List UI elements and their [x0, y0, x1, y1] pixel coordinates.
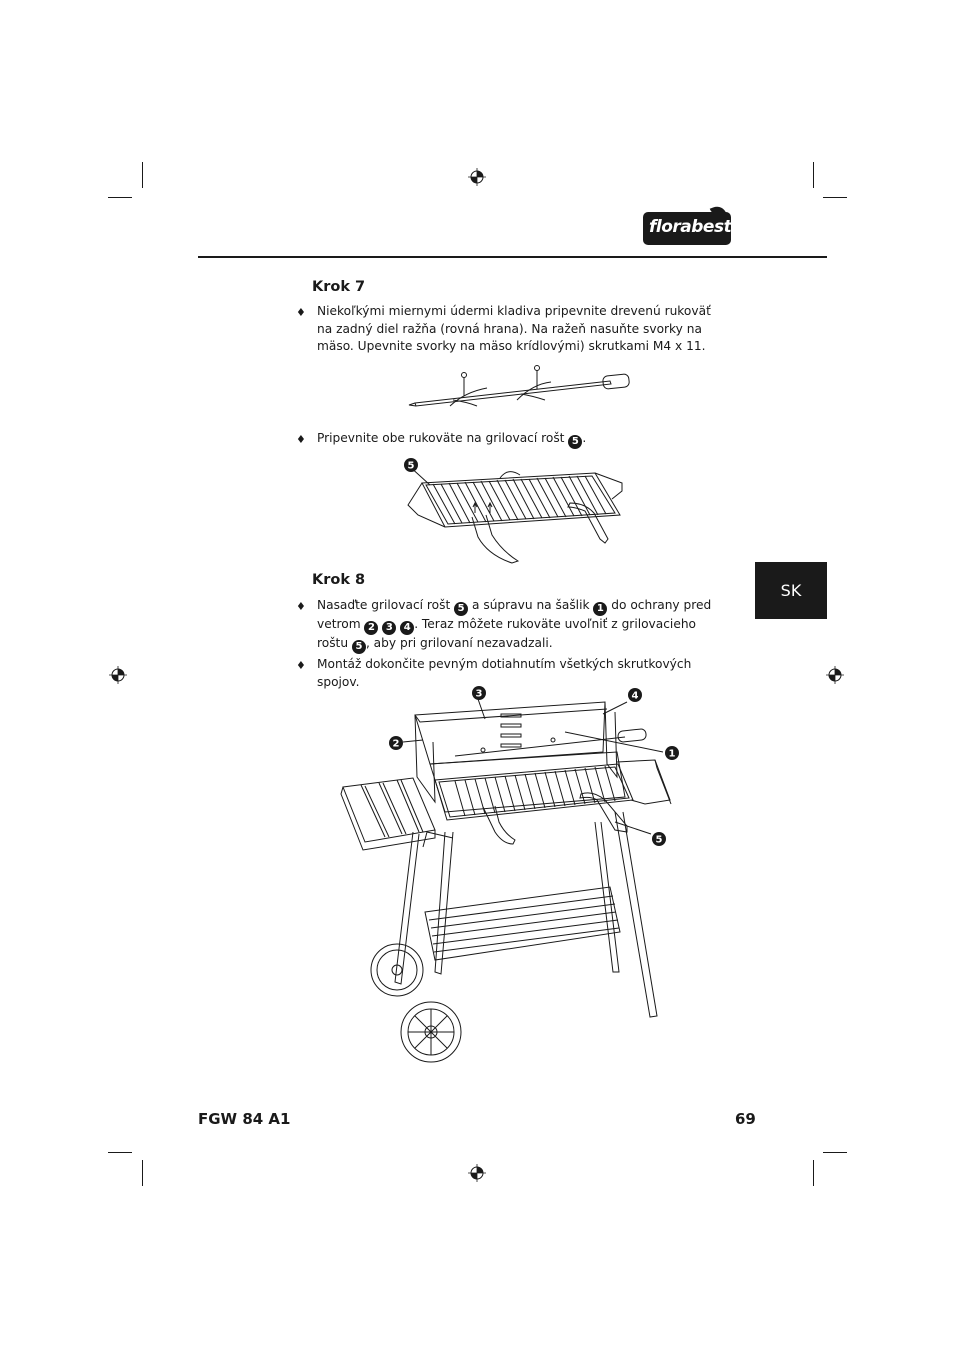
crop-mark-tr-h	[823, 197, 847, 198]
page-number: 69	[735, 1110, 756, 1128]
step8-b1-text: , aby pri grilovaní nezavadzali.	[365, 636, 553, 650]
registration-mark-icon	[109, 666, 127, 684]
callout-2: 2	[392, 738, 400, 750]
step7-heading: Krok 7	[312, 279, 366, 295]
step8-bullet1	[317, 597, 727, 654]
registration-mark-icon	[468, 1164, 486, 1182]
crop-mark-br-h	[823, 1152, 847, 1153]
bullet-icon: ♦	[296, 306, 306, 319]
callout-badge: 4	[400, 621, 414, 635]
registration-mark-icon	[826, 666, 844, 684]
crop-mark-bl-h	[108, 1152, 132, 1153]
callout-badge: 5	[568, 435, 582, 449]
step8-b1-text: a súpravu na šašlik	[472, 598, 590, 612]
step7-bullet2-end: .	[582, 431, 587, 445]
step7-bullet2-text: Pripevnite obe rukoväte na grilovací rošt	[317, 431, 565, 445]
callout-badge: 5	[454, 602, 468, 616]
registration-mark-icon	[468, 168, 486, 186]
footer-model: FGW 84 A1	[198, 1110, 291, 1128]
bullet-icon: ♦	[296, 659, 306, 672]
crop-mark-tr-v	[813, 162, 814, 188]
bullet-icon: ♦	[296, 433, 306, 446]
crop-mark-tl-h	[108, 197, 132, 198]
crop-mark-br-v	[813, 1160, 814, 1186]
step7-bullet2	[317, 430, 727, 449]
brand-logo-text: florabest	[649, 217, 732, 237]
brand-logo	[643, 212, 731, 245]
crop-mark-tl-v	[142, 162, 143, 188]
grate-callout-5: 5	[407, 460, 415, 472]
callout-3: 3	[475, 688, 483, 700]
step8-bullet2-text: Montáž dokončite pevným dotiahnutím všetkých skrutkových spojov.	[317, 657, 692, 689]
step8-b1-text: Nasaďte grilovací rošt	[317, 598, 451, 612]
callout-1: 1	[668, 748, 676, 760]
callout-badge: 1	[593, 602, 607, 616]
step8-b1-text: do ochrany pred vetrom	[317, 598, 712, 631]
callout-4: 4	[631, 690, 639, 702]
bullet-icon: ♦	[296, 600, 306, 613]
header-rule	[198, 256, 827, 258]
leaf-icon	[710, 204, 727, 218]
callout-badge: 2	[364, 621, 378, 635]
spit-illustration	[405, 362, 637, 412]
grill-assembly-illustration	[335, 682, 685, 1067]
callout-badge: 5	[352, 640, 366, 654]
step8-b1-text: . Teraz môžete rukoväte uvoľniť z grilovacieho roštu	[317, 617, 696, 650]
grill-grate-illustration	[400, 455, 630, 567]
language-tab: SK	[755, 562, 827, 619]
crop-mark-bl-v	[142, 1160, 143, 1186]
callout-5: 5	[655, 834, 663, 846]
step7-bullet1-text: Niekoľkými miernymi údermi kladiva pripevnite drevenú rukoväť na zadný diel ražňa (rovná hrana). Na ražeň nasuňte svorky na mäso. Upevnite svorky na mäso krídlovými) skrutkami M4 x 11.	[317, 304, 711, 354]
step8-heading: Krok 8	[312, 572, 366, 588]
callout-badge: 3	[382, 621, 396, 635]
